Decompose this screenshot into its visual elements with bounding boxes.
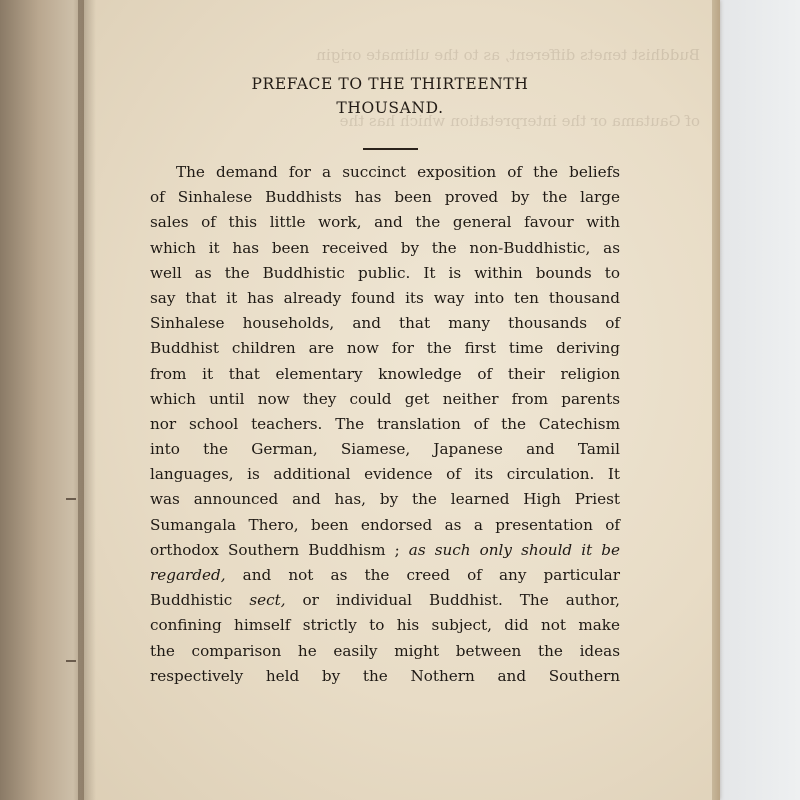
text-line: say that it has already found its way into ten thousand: [150, 288, 620, 307]
text-line: The demand for a succinct exposition of the beliefs: [176, 163, 620, 181]
text-line: Buddhistic sect, or individual Buddhist. The author,: [150, 591, 620, 610]
page-edge-mark: [66, 498, 76, 500]
text-line: the comparison he easily might between the ideas: [150, 641, 620, 660]
text-line: nor school teachers. The translation of the Catechism: [150, 414, 620, 433]
page-fore-edge: [712, 0, 720, 800]
text-line: regarded, and not as the creed of any particular: [150, 566, 620, 584]
text-line: was announced and has, by the learned High Priest: [150, 490, 620, 509]
text-line: respectively held by the Nothern and Southern: [150, 666, 620, 685]
text-line: from it that elementary knowledge of their religion: [150, 364, 620, 383]
text-line: well as the Buddhistic public. It is within bounds to: [150, 263, 620, 282]
title-divider-rule: [363, 148, 418, 150]
text-line: which until now they could get neither from parents: [150, 389, 620, 408]
binding-gutter: [78, 0, 96, 800]
text-line: Buddhist children are now for the first time deriving: [150, 339, 620, 358]
text-line: Sumangala Thero, been endorsed as a presentation of: [150, 515, 620, 534]
page-title-continued: THOUSAND.: [336, 99, 444, 117]
preface-paragraph: [150, 160, 620, 689]
text-line: confining himself strictly to his subject, did not make: [150, 616, 620, 635]
text-line: Sinhalese households, and that many thousands of: [150, 314, 620, 333]
text-line: of Sinhalese Buddhists has been proved by the large: [150, 188, 620, 207]
facing-page-edge: [0, 0, 86, 800]
text-line: languages, is additional evidence of its circulation. It: [150, 465, 620, 484]
page-edge-mark: [66, 660, 76, 662]
text-line: orthodox Southern Buddhism ; as such only should it be: [150, 540, 620, 559]
table-background: [718, 0, 800, 800]
text-line: sales of this little work, and the general favour with: [150, 213, 620, 232]
page-title: PREFACE TO THE THIRTEENTH: [251, 75, 529, 93]
text-line: which it has been received by the non-Buddhistic, as: [150, 238, 620, 257]
text-line: into the German, Siamese, Japanese and Tamil: [150, 440, 620, 459]
